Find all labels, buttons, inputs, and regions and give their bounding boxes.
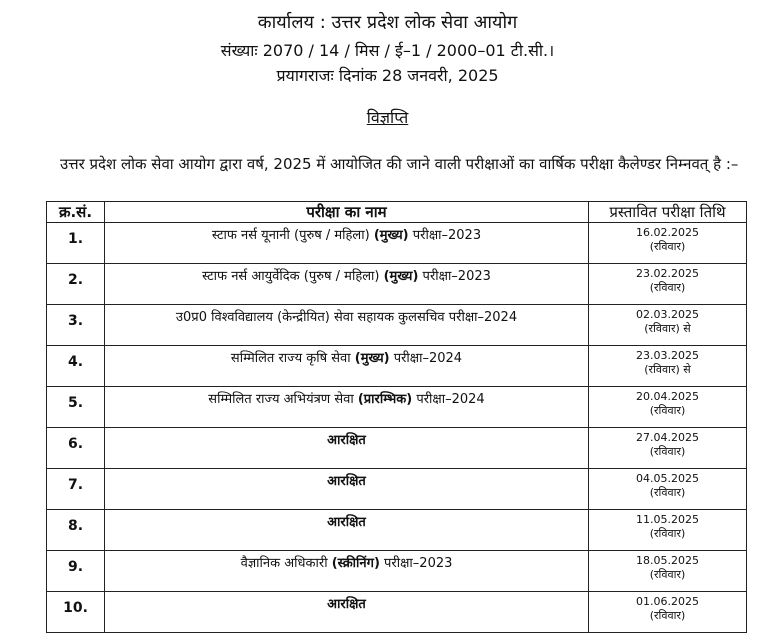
exam-day: (रविवार) bbox=[649, 568, 686, 581]
exam-name-bold: (मुख्य) bbox=[383, 269, 419, 284]
exam-name-text: सम्मिलित राज्य अभियंत्रण सेवा bbox=[208, 392, 358, 407]
exam-name-cell bbox=[105, 428, 589, 469]
exam-day: (रविवार) bbox=[649, 445, 686, 458]
table-header-row bbox=[47, 202, 747, 223]
exam-name-cell bbox=[105, 469, 589, 510]
serial-number-cell: 2. bbox=[47, 264, 105, 305]
notice-title: विज्ञप्ति bbox=[366, 108, 409, 127]
table-row bbox=[47, 223, 747, 264]
exam-date: 16.02.2025 bbox=[636, 226, 699, 239]
table-row bbox=[47, 346, 747, 387]
exam-name-cell bbox=[105, 387, 589, 428]
exam-name-suffix: परीक्षा–2024 bbox=[389, 351, 463, 366]
table-row bbox=[47, 305, 747, 346]
table-row bbox=[47, 469, 747, 510]
table-body bbox=[47, 223, 747, 633]
serial-number-cell: 5. bbox=[47, 387, 105, 428]
office-heading: कार्यालय : उत्तर प्रदेश लोक सेवा आयोग bbox=[257, 12, 518, 33]
exam-name-suffix: परीक्षा–2024 bbox=[412, 392, 485, 407]
exam-day: (रविवार) bbox=[649, 609, 686, 622]
exam-date-cell bbox=[589, 223, 747, 264]
notice-title-wrap bbox=[0, 106, 775, 128]
table-row bbox=[47, 592, 747, 633]
exam-name-bold: आरक्षित bbox=[327, 474, 366, 489]
exam-day: (रविवार) से bbox=[644, 363, 691, 376]
exam-name-text: सम्मिलित राज्य कृषि सेवा bbox=[230, 351, 355, 366]
exam-date: 02.03.2025 bbox=[636, 308, 699, 321]
exam-name-suffix: परीक्षा–2023 bbox=[379, 556, 453, 571]
serial-number-cell: 9. bbox=[47, 551, 105, 592]
table-row bbox=[47, 428, 747, 469]
exam-date: 11.05.2025 bbox=[636, 513, 699, 526]
table-row bbox=[47, 264, 747, 305]
exam-name-suffix: परीक्षा–2023 bbox=[418, 269, 491, 284]
exam-name-text: उ0प्र0 विश्वविद्यालय (केन्द्रीयित) सेवा सहायक कुलसचिव परीक्षा–2024 bbox=[175, 310, 518, 325]
reference-number: संख्याः 2070 / 14 / मिस / ई–1 / 2000–01 टी.सी.। bbox=[220, 41, 555, 60]
exam-date: 20.04.2025 bbox=[636, 390, 699, 403]
exam-day: (रविवार) से bbox=[644, 322, 691, 335]
exam-date: 27.04.2025 bbox=[636, 431, 699, 444]
exam-date: 01.06.2025 bbox=[636, 595, 699, 608]
exam-name-cell bbox=[105, 592, 589, 633]
exam-day: (रविवार) bbox=[649, 281, 686, 294]
exam-date-cell bbox=[589, 592, 747, 633]
serial-number-cell: 1. bbox=[47, 223, 105, 264]
exam-date-cell bbox=[589, 305, 747, 346]
exam-name-suffix: परीक्षा–2023 bbox=[408, 228, 482, 243]
serial-number-cell: 4. bbox=[47, 346, 105, 387]
exam-date: 23.02.2025 bbox=[636, 267, 699, 280]
serial-number-cell: 6. bbox=[47, 428, 105, 469]
column-header-date: प्रस्तावित परीक्षा तिथि bbox=[589, 202, 747, 223]
exam-name-text: वैज्ञानिक अधिकारी bbox=[240, 556, 332, 571]
exam-date: 04.05.2025 bbox=[636, 472, 699, 485]
exam-calendar-table bbox=[46, 201, 747, 633]
column-header-serial: क्र.सं. bbox=[47, 202, 105, 223]
exam-name-bold: (स्क्रीनिंग) bbox=[331, 556, 380, 571]
exam-name-bold: (मुख्य) bbox=[373, 228, 409, 243]
exam-name-text: स्टाफ नर्स यूनानी (पुरुष / महिला) bbox=[211, 228, 374, 243]
exam-date-cell bbox=[589, 387, 747, 428]
exam-date-cell bbox=[589, 469, 747, 510]
serial-number-cell: 7. bbox=[47, 469, 105, 510]
exam-day: (रविवार) bbox=[649, 404, 686, 417]
exam-name-bold: आरक्षित bbox=[327, 597, 366, 612]
serial-number-cell: 8. bbox=[47, 510, 105, 551]
exam-date: 23.03.2025 bbox=[636, 349, 699, 362]
intro-paragraph: उत्तर प्रदेश लोक सेवा आयोग द्वारा वर्ष, 2025 में आयोजित की जाने वाली परीक्षाओं का वार्षिक परीक्षा कैलेण्डर निम्नवत् है :– bbox=[60, 155, 739, 173]
exam-name-cell bbox=[105, 305, 589, 346]
exam-day: (रविवार) bbox=[649, 527, 686, 540]
place-date: प्रयागराजः दिनांक 28 जनवरी, 2025 bbox=[276, 66, 499, 85]
exam-date-cell bbox=[589, 428, 747, 469]
serial-number-cell: 3. bbox=[47, 305, 105, 346]
exam-name-cell bbox=[105, 510, 589, 551]
exam-name-cell bbox=[105, 223, 589, 264]
exam-name-bold: (प्रारम्भिक) bbox=[357, 392, 413, 407]
exam-name-cell bbox=[105, 346, 589, 387]
exam-date-cell bbox=[589, 264, 747, 305]
column-header-exam-name: परीक्षा का नाम bbox=[105, 202, 589, 223]
exam-date-cell bbox=[589, 346, 747, 387]
exam-name-bold: आरक्षित bbox=[327, 433, 366, 448]
exam-date: 18.05.2025 bbox=[636, 554, 699, 567]
exam-name-bold: (मुख्य) bbox=[354, 351, 390, 366]
exam-name-bold: आरक्षित bbox=[327, 515, 366, 530]
exam-name-cell bbox=[105, 264, 589, 305]
table-row bbox=[47, 387, 747, 428]
exam-name-text: स्टाफ नर्स आयुर्वेदिक (पुरुष / महिला) bbox=[202, 269, 384, 284]
exam-date-cell bbox=[589, 510, 747, 551]
exam-day: (रविवार) bbox=[649, 240, 686, 253]
table-row bbox=[47, 510, 747, 551]
serial-number-cell: 10. bbox=[47, 592, 105, 633]
exam-day: (रविवार) bbox=[649, 486, 686, 499]
